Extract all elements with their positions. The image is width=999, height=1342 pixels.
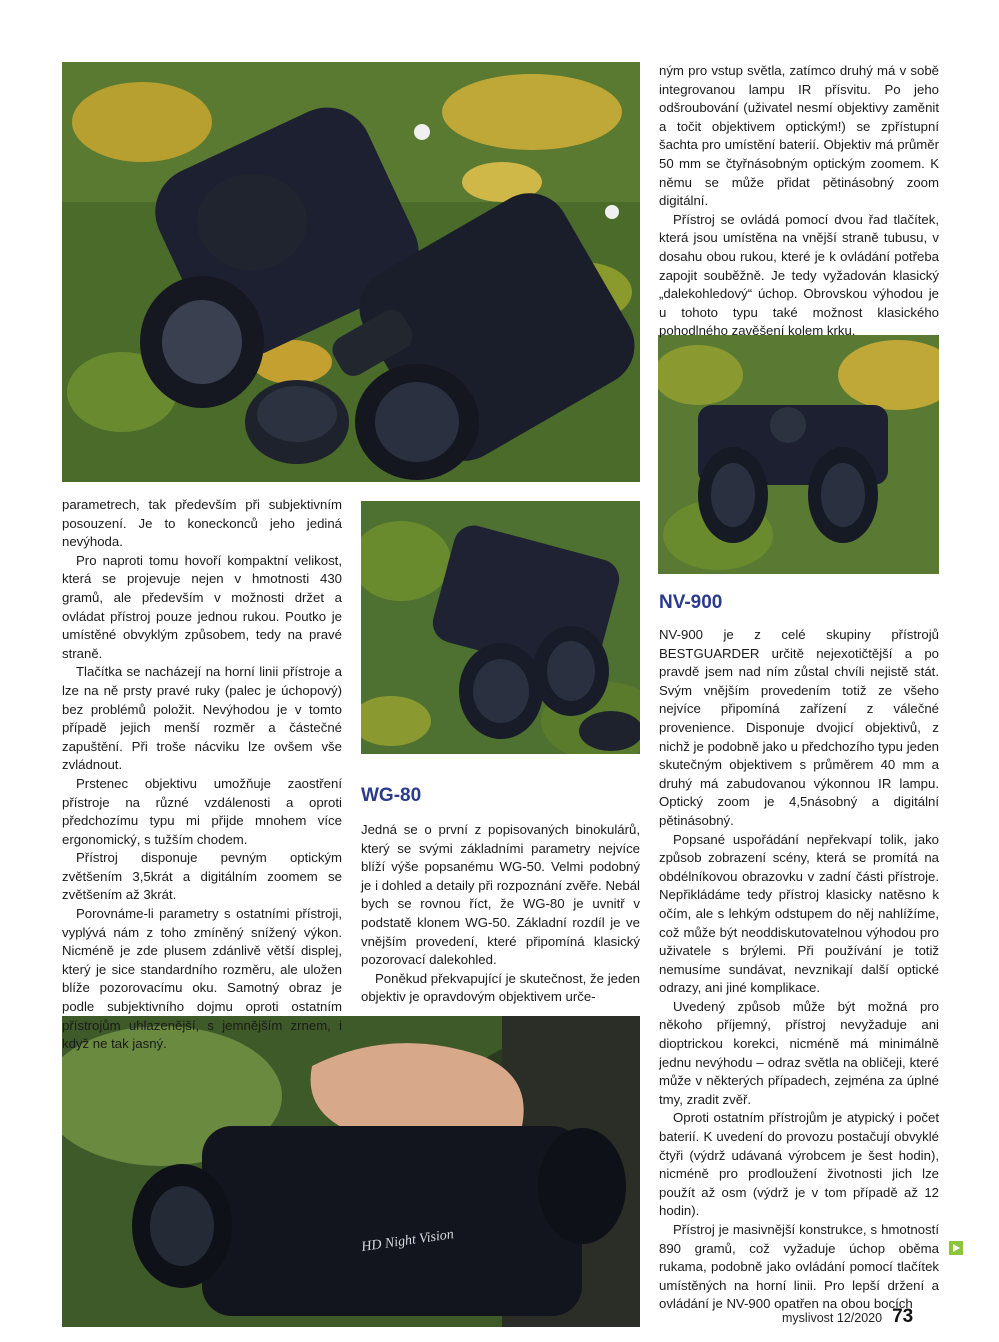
heading-nv900: NV-900 bbox=[659, 592, 723, 613]
photo-monoculars-on-grass bbox=[62, 62, 640, 482]
page-number: 73 bbox=[892, 1306, 914, 1327]
page-footer bbox=[782, 1306, 913, 1328]
heading-wg80: WG-80 bbox=[361, 785, 422, 806]
paragraph: Oproti ostatním přístrojům je atypický i počet baterií. K uvedení do provozu postačují obvyklé čtyři (výdrž udávaná výrobcem je šest hodin), nicméně pro prodloužení životnosti jich lze použít až osm (výdrž je v tom případě až 12 hodin). bbox=[659, 1110, 939, 1219]
paragraph: NV-900 je z celé skupiny přístrojů BESTGUARDER určitě nejexotičtější a po pravdě jsem nad ním zůstal chvíli nejistě stát. Svým vnějším provedením totiž ze všeho nejvíce připomíná zařízení z válečné provenience. Disponuje dvojicí objektivů, z nichž je podobně jako u předchozího typu jeden skutečným objektivem s průměrem 40 mm a druhý má zabudovanou výkonnou IR lampu. Optický zoom je 4,5násobný a digitální pětinásobný. bbox=[659, 627, 939, 828]
paragraph: Tlačítka se nacházejí na horní linii přístroje a lze na ně prsty pravé ruky (palec je úchopový) bez problémů položit. Nevýhodou je v tomto případě jejich menší rozměr a částečné zapuštění. Při troše nácviku lze ovšem vše zvládnout. bbox=[62, 664, 342, 773]
column3-bottom-text bbox=[659, 626, 939, 1314]
paragraph: Přístroj disponuje pevným optickým zvětšením 3,5krát a digitálním zoomem se zvětšením až 3krát. bbox=[62, 850, 342, 903]
paragraph: Prstenec objektivu umožňuje zaostření přístroje na různé vzdálenosti a oproti předchozímu typu mi přijde mnohem více ergonomický, s tužším chodem. bbox=[62, 775, 342, 847]
paragraph: parametrech, tak především při subjektivním posouzení. Je to koneckonců jeho jediná nevýhoda. bbox=[62, 497, 342, 550]
column2-bottom-text bbox=[361, 821, 640, 1007]
photo-wg80-binoculars bbox=[361, 501, 640, 754]
continue-arrow-icon bbox=[949, 1241, 963, 1255]
paragraph: Přístroj je masivnější konstrukce, s hmotností 890 gramů, což vyžaduje úchop oběma rukama, podobně jako ovládání pomocí tlačítek umístěných na horní linii. Pro lepší držení a ovládání je NV-900 opatřen na obou bocích bbox=[659, 1222, 939, 1312]
paragraph: Pro naproti tomu hovoří kompaktní velikost, která se projevuje nejen v hmotnosti 430 gramů, ale především v možnosti držet a ovládat přístroj pouze jednou rukou. Poutko je umístěné obvyklým způsobem, tedy na pravé straně. bbox=[62, 552, 342, 661]
paragraph: Porovnáme-li parametry s ostatními přístroji, vyplývá nám z toho zmíněný snížený výkon. Nicméně je zde plusem zdánlivě větší displej, který je sice standardního rozměru, ale uložen blíže pozorovacímu oku. Samotný obraz je podle subjektivního dojmu oproti ostatním přístrojům uhlazenější, s jemnějším zrnem, i když ne tak jasný. bbox=[62, 906, 342, 1052]
device-print-label: HD Night Vision bbox=[360, 1227, 455, 1255]
photo-hand-holding-monocular bbox=[62, 1016, 640, 1327]
photo-nv900 bbox=[658, 335, 939, 574]
paragraph: Poněkud překvapující je skutečnost, že jeden objektiv je opravdovým objektivem urče- bbox=[361, 970, 640, 1005]
paragraph: Přístroj se ovládá pomocí dvou řad tlačítek, která jsou umístěna na vnější straně tubusu, v dosahu obou rukou, které je k ovládání potřeba zapojit souběžně. Je tedy vyžadován klasický „dalekohledový“ úchop. Obrovskou výhodou je u tohoto typu také možnost klasického pohodlného zavěšení kolem krku. bbox=[659, 211, 939, 339]
magazine-issue: myslivost 12/2020 bbox=[782, 1311, 883, 1325]
column1-bottom-text bbox=[62, 496, 342, 1054]
column3-top-text bbox=[659, 62, 939, 341]
paragraph: ným pro vstup světla, zatímco druhý má v sobě integrovanou lampu IR přísvitu. Po jeho odšroubování (uživatel nesmí objektivy zaměnit a točit objektivem optickým!) se zpřístupní šachta pro umístění baterií. Objektiv má průměr 50 mm se čtyřnásobným optickým zoomem. K němu se může přidat pětinásobný zoom digitální. bbox=[659, 63, 939, 209]
paragraph: Uvedený způsob může být možná pro někoho příjemný, přístroj nevyžaduje ani dioptrickou korekci, nicméně má minimálně jednu nevýhodu – odraz světla na obličeji, které může v některých případech, zejména za úplné tmy, zradit zvěř. bbox=[659, 998, 939, 1107]
paragraph: Popsané uspořádání nepřekvapí tolik, jako způsob zobrazení scény, která se promítá na obdélníkovou obrazovku v zadní části přístroje. Nepřikládáme tedy přístroj klasicky natěsno k očím, ale s lehkým odstupem do něj nahlížíme, což může být neoddiskutovatelnou výhodou pro uživatele s brýlemi. Při používání je totiž nemusíme sundávat, nevznikají další optické odrazy, ani jiné komplikace. bbox=[659, 831, 939, 996]
paragraph: Jedná se o první z popisovaných binokulárů, který se svými základními parametry nejvíce blíží výše popsanému WG-50. Velmi podobný je i dohled a detaily při rozpoznání zvěře. Nebál bych se rovnou říct, že WG-80 je uvnitř v podstatě klonem WG-50. Základní rozdíl je ve vnějším provedení, které připomíná klasický pozorovací dalekohled. bbox=[361, 822, 640, 968]
